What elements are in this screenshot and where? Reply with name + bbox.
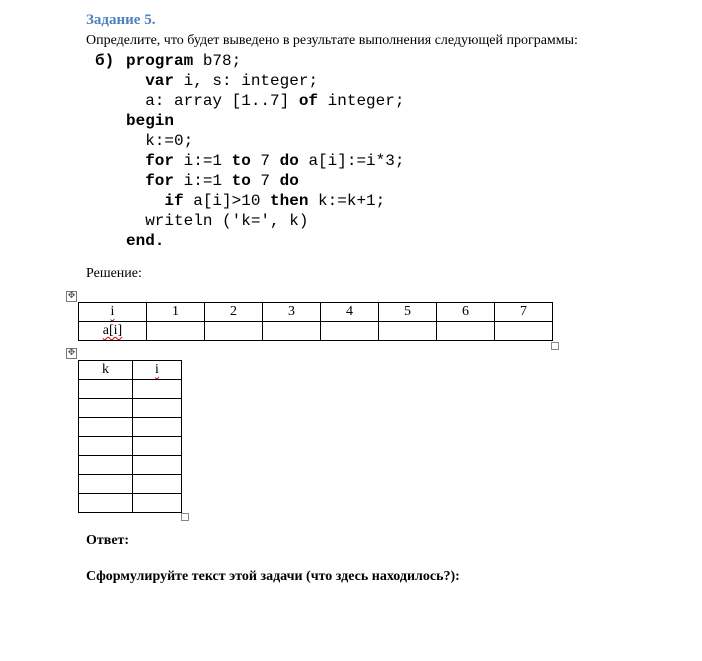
code-text: i:=1 xyxy=(174,172,232,190)
table-row xyxy=(79,475,182,494)
column-header-k-text: k xyxy=(102,362,109,377)
code-text: a[i]>10 xyxy=(183,192,271,210)
table-cell[interactable] xyxy=(133,399,182,418)
code-label: б) xyxy=(95,52,115,70)
code-keyword: do xyxy=(279,172,299,190)
table-cell[interactable] xyxy=(79,437,133,456)
code-line xyxy=(126,51,404,71)
code-text: integer; xyxy=(318,92,405,110)
code-text: i, s: integer; xyxy=(174,72,319,90)
code-line xyxy=(126,211,404,231)
column-header-i[interactable] xyxy=(133,361,182,380)
code-line xyxy=(126,131,404,151)
row-label-ai[interactable] xyxy=(79,322,147,341)
table-cell[interactable] xyxy=(133,475,182,494)
column-header[interactable] xyxy=(321,303,379,322)
code-text: a[i]:=i*3; xyxy=(298,152,405,170)
column-header-i-text: i xyxy=(155,362,159,377)
table-header-row xyxy=(79,361,182,380)
table-i-ai xyxy=(78,302,553,341)
code-text: writeln ('k=', k) xyxy=(126,212,309,230)
code-text: k:=k+1; xyxy=(308,192,386,210)
table2-resize-handle[interactable] xyxy=(181,513,189,521)
table2-move-handle-icon[interactable]: ✥ xyxy=(67,348,76,358)
code-text: i:=1 xyxy=(174,152,232,170)
table-row xyxy=(79,380,182,399)
code-line xyxy=(126,231,404,251)
code-text: k:=0; xyxy=(126,132,194,150)
table-cell[interactable] xyxy=(133,380,182,399)
table-cell[interactable] xyxy=(79,494,133,513)
column-header-text: 4 xyxy=(346,304,353,319)
code-keyword: do xyxy=(279,152,299,170)
code-keyword: program xyxy=(126,52,194,70)
solution-label: Решение: xyxy=(86,266,142,281)
column-header-text: 3 xyxy=(288,304,295,319)
code-text: b78; xyxy=(193,52,242,70)
table-cell[interactable] xyxy=(79,380,133,399)
table-k-i xyxy=(78,360,182,513)
task-title: Задание 5. xyxy=(86,12,156,28)
column-header[interactable] xyxy=(495,303,553,322)
code-line xyxy=(126,151,404,171)
column-header-text: 7 xyxy=(520,304,527,319)
code-keyword: of xyxy=(298,92,319,110)
column-header[interactable] xyxy=(437,303,495,322)
table-cell[interactable] xyxy=(133,456,182,475)
code-line xyxy=(126,191,404,211)
column-header[interactable] xyxy=(147,303,205,322)
code-text xyxy=(126,192,164,210)
code-keyword: end. xyxy=(126,232,165,250)
code-keyword: to xyxy=(231,152,251,170)
table-cell[interactable] xyxy=(133,437,182,456)
row-label-ai-text: a[i] xyxy=(102,323,123,338)
code-text: a: array [1..7] xyxy=(126,92,299,110)
code-line xyxy=(126,71,404,91)
table-row xyxy=(79,456,182,475)
code-line xyxy=(126,111,404,131)
table1-resize-handle[interactable] xyxy=(551,342,559,350)
table-cell[interactable] xyxy=(263,322,321,341)
column-header-text: 2 xyxy=(230,304,237,319)
column-header[interactable] xyxy=(263,303,321,322)
code-block xyxy=(126,51,404,251)
row-label-i-text: i xyxy=(110,304,115,319)
column-header-text: 5 xyxy=(404,304,411,319)
table-row xyxy=(79,494,182,513)
table-row xyxy=(79,399,182,418)
table-cell[interactable] xyxy=(379,322,437,341)
code-keyword: for xyxy=(145,172,175,190)
code-text: 7 xyxy=(250,172,280,190)
code-text xyxy=(126,72,145,90)
formulate-label: Сформулируйте текст этой задачи (что здесь находилось?): xyxy=(86,569,460,584)
code-keyword: begin xyxy=(126,112,175,130)
table-row xyxy=(79,303,553,322)
table-cell[interactable] xyxy=(321,322,379,341)
code-text xyxy=(126,172,145,190)
table-row xyxy=(79,322,553,341)
table-row xyxy=(79,418,182,437)
code-keyword: then xyxy=(270,192,309,210)
code-keyword: to xyxy=(231,172,251,190)
table-cell[interactable] xyxy=(205,322,263,341)
code-text: 7 xyxy=(250,152,280,170)
table-cell[interactable] xyxy=(133,494,182,513)
answer-label: Ответ: xyxy=(86,533,130,548)
table-cell[interactable] xyxy=(437,322,495,341)
table-cell[interactable] xyxy=(147,322,205,341)
task-instruction: Определите, что будет выведено в результате выполнения следующей программы: xyxy=(86,33,578,48)
table-cell[interactable] xyxy=(133,418,182,437)
code-keyword: for xyxy=(145,152,175,170)
table1-move-handle-icon[interactable]: ✥ xyxy=(67,291,76,301)
table-row xyxy=(79,437,182,456)
column-header-text: 6 xyxy=(462,304,469,319)
code-text xyxy=(126,152,145,170)
row-label-i[interactable] xyxy=(79,303,147,322)
table-cell[interactable] xyxy=(495,322,553,341)
code-line xyxy=(126,91,404,111)
code-keyword: var xyxy=(145,72,175,90)
column-header[interactable] xyxy=(379,303,437,322)
table-cell[interactable] xyxy=(79,399,133,418)
table-cell[interactable] xyxy=(79,475,133,494)
column-header-k[interactable] xyxy=(79,361,133,380)
code-line xyxy=(126,171,404,191)
table-cell[interactable] xyxy=(79,418,133,437)
column-header-text: 1 xyxy=(172,304,179,319)
table-cell[interactable] xyxy=(79,456,133,475)
code-keyword: if xyxy=(164,192,184,210)
column-header[interactable] xyxy=(205,303,263,322)
